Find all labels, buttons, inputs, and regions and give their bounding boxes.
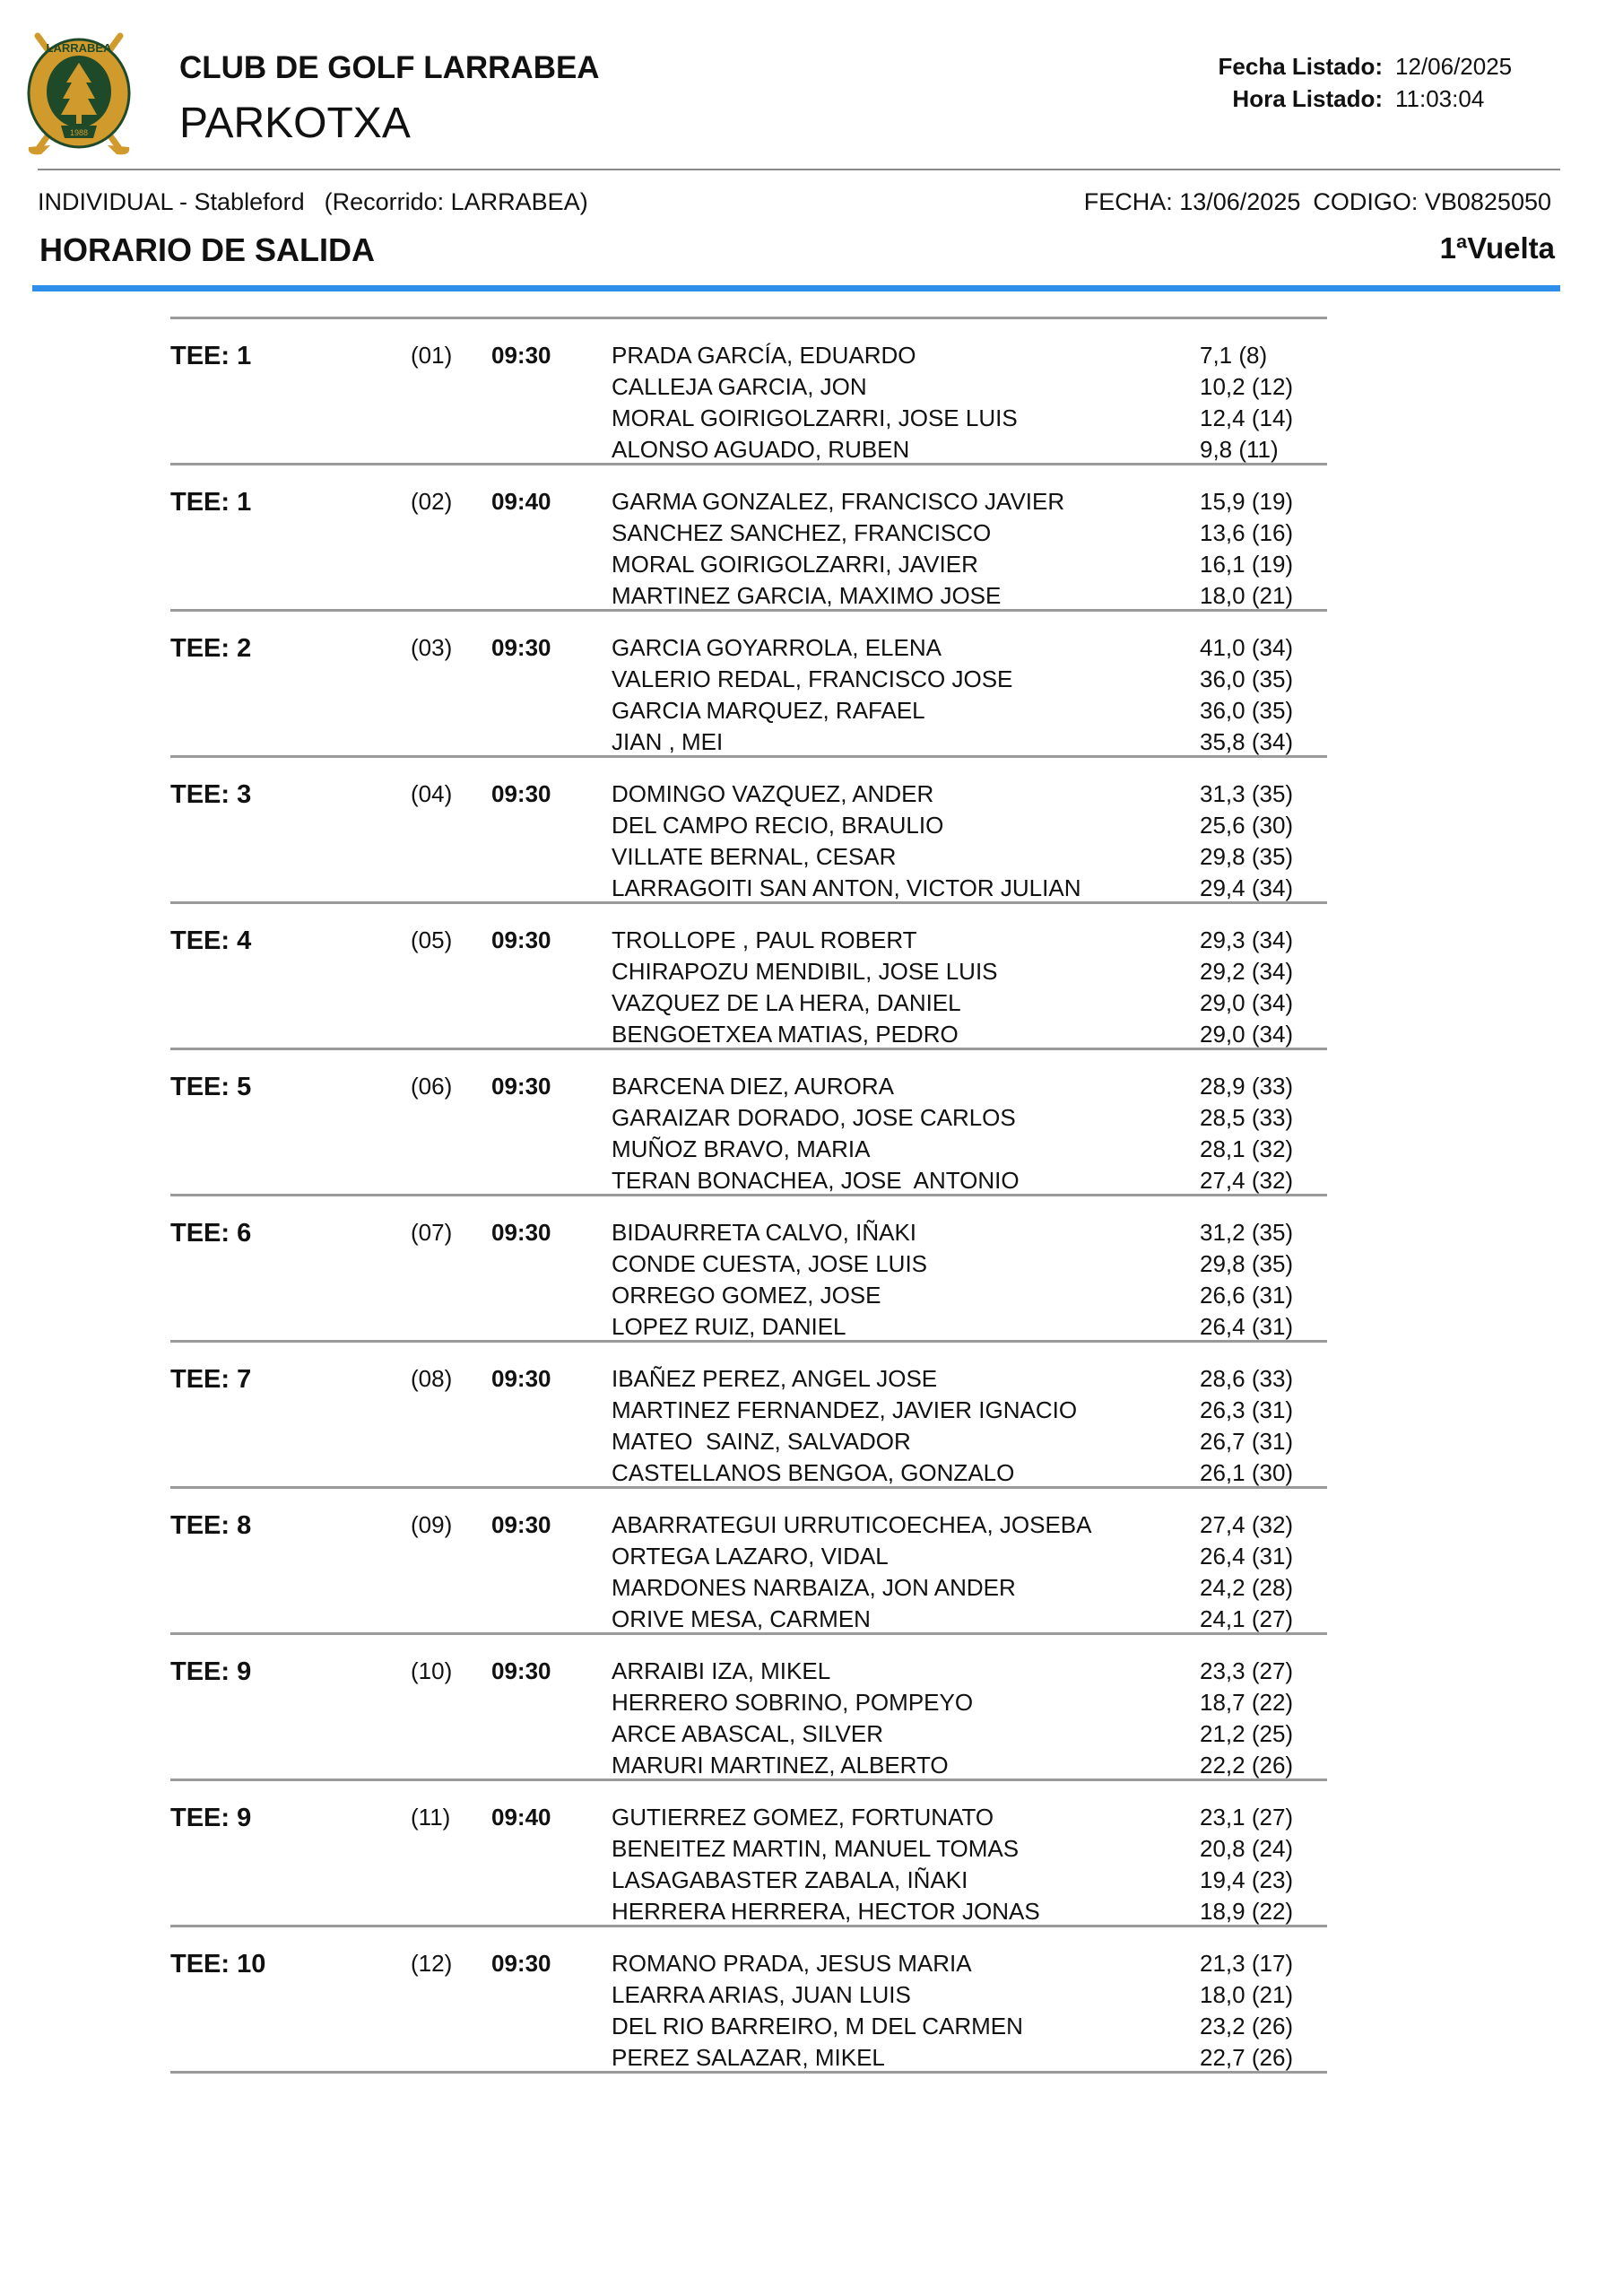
tee-time: 09:30 xyxy=(491,1950,551,1977)
player-handicap: 26,6 (31) xyxy=(1200,1282,1294,1309)
player-list xyxy=(612,1804,1329,1929)
tee-group xyxy=(170,609,1327,755)
player-handicap: 22,2 (26) xyxy=(1200,1752,1294,1779)
player-row xyxy=(612,488,1329,519)
player-handicap: 24,2 (28) xyxy=(1200,1574,1294,1601)
player-name: GARCIA MARQUEZ, RAFAEL xyxy=(612,697,925,724)
accent-divider xyxy=(32,285,1560,291)
player-row xyxy=(612,926,1329,958)
player-handicap: 27,4 (32) xyxy=(1200,1167,1294,1194)
round-label: 1ªVuelta xyxy=(1439,231,1555,265)
player-list xyxy=(612,1657,1329,1783)
tee-time: 09:40 xyxy=(491,488,551,515)
player-name: ORREGO GOMEZ, JOSE xyxy=(612,1282,881,1309)
player-row xyxy=(612,1804,1329,1835)
tee-label: TEE: 7 xyxy=(170,1365,252,1394)
player-handicap: 29,8 (35) xyxy=(1200,1250,1294,1277)
header-divider xyxy=(38,169,1560,170)
tee-time: 09:30 xyxy=(491,1073,551,1100)
tee-group xyxy=(170,1779,1327,1925)
group-number: (04) xyxy=(411,780,453,807)
player-row xyxy=(612,697,1329,728)
tee-label: TEE: 1 xyxy=(170,342,252,370)
logo-year: 1988 xyxy=(69,128,89,137)
player-row xyxy=(612,1543,1329,1574)
player-handicap: 26,4 (31) xyxy=(1200,1313,1294,1340)
player-row xyxy=(612,634,1329,665)
player-row xyxy=(612,1428,1329,1459)
tee-time: 09:30 xyxy=(491,1657,551,1684)
player-row xyxy=(612,342,1329,373)
tee-label: TEE: 1 xyxy=(170,488,252,517)
player-row xyxy=(612,373,1329,404)
player-name: PRADA GARCÍA, EDUARDO xyxy=(612,342,916,369)
player-name: ALONSO AGUADO, RUBEN xyxy=(612,436,910,463)
player-handicap: 18,9 (22) xyxy=(1200,1898,1294,1925)
player-handicap: 41,0 (34) xyxy=(1200,634,1294,661)
player-name: BARCENA DIEZ, AURORA xyxy=(612,1073,894,1100)
player-handicap: 25,6 (30) xyxy=(1200,812,1294,839)
player-name: CONDE CUESTA, JOSE LUIS xyxy=(612,1250,928,1277)
player-list xyxy=(612,1365,1329,1491)
player-row xyxy=(612,1866,1329,1898)
tee-time-list xyxy=(170,317,1327,2074)
player-handicap: 20,8 (24) xyxy=(1200,1835,1294,1862)
player-name: GUTIERREZ GOMEZ, FORTUNATO xyxy=(612,1804,994,1831)
player-list xyxy=(612,342,1329,467)
player-name: VALERIO REDAL, FRANCISCO JOSE xyxy=(612,665,1013,692)
player-list xyxy=(612,1511,1329,1637)
tee-time: 09:30 xyxy=(491,926,551,953)
player-handicap: 27,4 (32) xyxy=(1200,1511,1294,1538)
group-number: (10) xyxy=(411,1657,453,1684)
tee-time: 09:40 xyxy=(491,1804,551,1831)
player-row xyxy=(612,1365,1329,1396)
player-row xyxy=(612,1396,1329,1428)
player-name: BIDAURRETA CALVO, IÑAKI xyxy=(612,1219,917,1246)
event-date-code xyxy=(1084,188,1551,216)
player-row xyxy=(612,1657,1329,1689)
player-handicap: 29,0 (34) xyxy=(1200,1021,1294,1048)
player-row xyxy=(612,958,1329,989)
player-handicap: 29,2 (34) xyxy=(1200,958,1294,985)
player-handicap: 21,2 (25) xyxy=(1200,1720,1294,1747)
tee-time: 09:30 xyxy=(491,342,551,369)
hora-listado-label: Hora Listado: xyxy=(1232,85,1383,112)
group-number: (02) xyxy=(411,488,453,515)
player-name: ORIVE MESA, CARMEN xyxy=(612,1605,871,1632)
player-name: ABARRATEGUI URRUTICOECHEA, JOSEBA xyxy=(612,1511,1092,1538)
group-number: (11) xyxy=(411,1804,451,1831)
player-handicap: 26,1 (30) xyxy=(1200,1459,1294,1486)
player-name: TROLLOPE , PAUL ROBERT xyxy=(612,926,917,953)
club-logo-icon xyxy=(25,32,133,158)
tee-time: 09:30 xyxy=(491,1511,551,1538)
player-list xyxy=(612,780,1329,906)
player-row xyxy=(612,1835,1329,1866)
player-name: MUÑOZ BRAVO, MARIA xyxy=(612,1135,871,1162)
player-list xyxy=(612,488,1329,613)
tee-group xyxy=(170,1486,1327,1632)
player-handicap: 23,2 (26) xyxy=(1200,2013,1294,2039)
player-handicap: 26,4 (31) xyxy=(1200,1543,1294,1570)
course-name: (Recorrido: LARRABEA) xyxy=(324,188,588,215)
player-row xyxy=(612,404,1329,436)
tee-time: 09:30 xyxy=(491,634,551,661)
player-row xyxy=(612,1135,1329,1167)
player-handicap: 21,3 (17) xyxy=(1200,1950,1294,1977)
player-name: BENEITEZ MARTIN, MANUEL TOMAS xyxy=(612,1835,1020,1862)
player-row xyxy=(612,1950,1329,1981)
player-name: GARMA GONZALEZ, FRANCISCO JAVIER xyxy=(612,488,1065,515)
player-list xyxy=(612,926,1329,1052)
player-handicap: 7,1 (8) xyxy=(1200,342,1268,369)
competition-type: INDIVIDUAL - Stableford xyxy=(38,188,305,215)
fecha-listado-value: 12/06/2025 xyxy=(1395,53,1513,80)
player-handicap: 24,1 (27) xyxy=(1200,1605,1294,1632)
player-list xyxy=(612,1219,1329,1344)
player-handicap: 18,0 (21) xyxy=(1200,1981,1294,2008)
player-row xyxy=(612,1720,1329,1752)
player-row xyxy=(612,2044,1329,2075)
player-row xyxy=(612,519,1329,551)
player-name: GARAIZAR DORADO, JOSE CARLOS xyxy=(612,1104,1016,1131)
player-name: MARURI MARTINEZ, ALBERTO xyxy=(612,1752,949,1779)
player-name: ORTEGA LAZARO, VIDAL xyxy=(612,1543,889,1570)
player-name: MARDONES NARBAIZA, JON ANDER xyxy=(612,1574,1016,1601)
player-row xyxy=(612,1250,1329,1282)
player-handicap: 29,4 (34) xyxy=(1200,874,1294,901)
player-name: VAZQUEZ DE LA HERA, DANIEL xyxy=(612,989,961,1016)
player-name: ARRAIBI IZA, MIKEL xyxy=(612,1657,831,1684)
group-number: (05) xyxy=(411,926,453,953)
player-handicap: 12,4 (14) xyxy=(1200,404,1294,431)
tee-label: TEE: 6 xyxy=(170,1219,252,1248)
tee-label: TEE: 9 xyxy=(170,1804,252,1832)
player-handicap: 36,0 (35) xyxy=(1200,697,1294,724)
player-row xyxy=(612,1689,1329,1720)
player-list xyxy=(612,634,1329,760)
player-row xyxy=(612,1981,1329,2013)
player-name: DOMINGO VAZQUEZ, ANDER xyxy=(612,780,934,807)
player-handicap: 23,3 (27) xyxy=(1200,1657,1294,1684)
group-number: (06) xyxy=(411,1073,453,1100)
player-name: HERRERO SOBRINO, POMPEYO xyxy=(612,1689,974,1716)
player-name: CHIRAPOZU MENDIBIL, JOSE LUIS xyxy=(612,958,998,985)
tee-group xyxy=(170,755,1327,901)
player-handicap: 9,8 (11) xyxy=(1200,436,1279,463)
tee-group xyxy=(170,901,1327,1048)
player-name: LEARRA ARIAS, JUAN LUIS xyxy=(612,1981,911,2008)
player-name: TERAN BONACHEA, JOSE ANTONIO xyxy=(612,1167,1020,1194)
event-type xyxy=(38,188,588,216)
tee-group xyxy=(170,1194,1327,1340)
player-row xyxy=(612,1511,1329,1543)
player-name: DEL RIO BARREIRO, M DEL CARMEN xyxy=(612,2013,1023,2039)
player-handicap: 29,8 (35) xyxy=(1200,843,1294,870)
player-row xyxy=(612,812,1329,843)
tee-time: 09:30 xyxy=(491,780,551,807)
player-list xyxy=(612,1073,1329,1198)
player-row xyxy=(612,1574,1329,1605)
club-subtitle: PARKOTXA xyxy=(179,100,411,147)
tee-label: TEE: 4 xyxy=(170,926,252,955)
tee-label: TEE: 2 xyxy=(170,634,252,663)
player-handicap: 22,7 (26) xyxy=(1200,2044,1294,2071)
player-handicap: 19,4 (23) xyxy=(1200,1866,1294,1893)
player-handicap: 15,9 (19) xyxy=(1200,488,1294,515)
fecha-listado-label: Fecha Listado: xyxy=(1218,53,1383,80)
tee-label: TEE: 9 xyxy=(170,1657,252,1686)
section-title: HORARIO DE SALIDA xyxy=(39,231,376,268)
player-name: CALLEJA GARCIA, JON xyxy=(612,373,867,400)
player-row xyxy=(612,551,1329,582)
club-name: CLUB DE GOLF LARRABEA xyxy=(179,50,600,85)
player-name: LOPEZ RUIZ, DANIEL xyxy=(612,1313,846,1340)
player-name: MATEO SAINZ, SALVADOR xyxy=(612,1428,911,1455)
player-handicap: 23,1 (27) xyxy=(1200,1804,1294,1831)
event-date: FECHA: 13/06/2025 xyxy=(1083,188,1301,215)
player-name: ROMANO PRADA, JESUS MARIA xyxy=(612,1950,972,1977)
player-handicap: 28,5 (33) xyxy=(1200,1104,1294,1131)
player-name: MARTINEZ FERNANDEZ, JAVIER IGNACIO xyxy=(612,1396,1078,1423)
player-name: MARTINEZ GARCIA, MAXIMO JOSE xyxy=(612,582,1002,609)
player-name: IBAÑEZ PEREZ, ANGEL JOSE xyxy=(612,1365,938,1392)
player-handicap: 10,2 (12) xyxy=(1200,373,1294,400)
player-handicap: 36,0 (35) xyxy=(1200,665,1294,692)
player-row xyxy=(612,1104,1329,1135)
listing-meta xyxy=(1219,50,1533,115)
player-row xyxy=(612,665,1329,697)
player-handicap: 29,3 (34) xyxy=(1200,926,1294,953)
tee-time: 09:30 xyxy=(491,1365,551,1392)
player-name: CASTELLANOS BENGOA, GONZALO xyxy=(612,1459,1015,1486)
tee-group xyxy=(170,1925,1327,2074)
player-name: MORAL GOIRIGOLZARRI, JAVIER xyxy=(612,551,978,578)
tee-time: 09:30 xyxy=(491,1219,551,1246)
player-name: LARRAGOITI SAN ANTON, VICTOR JULIAN xyxy=(612,874,1081,901)
player-row xyxy=(612,1219,1329,1250)
player-row xyxy=(612,2013,1329,2044)
player-name: DEL CAMPO RECIO, BRAULIO xyxy=(612,812,944,839)
group-number: (12) xyxy=(411,1950,453,1977)
player-handicap: 31,2 (35) xyxy=(1200,1219,1294,1246)
player-list xyxy=(612,1950,1329,2075)
player-name: MORAL GOIRIGOLZARRI, JOSE LUIS xyxy=(612,404,1018,431)
player-handicap: 18,0 (21) xyxy=(1200,582,1294,609)
group-number: (01) xyxy=(411,342,453,369)
player-handicap: 26,7 (31) xyxy=(1200,1428,1294,1455)
player-name: LASAGABASTER ZABALA, IÑAKI xyxy=(612,1866,968,1893)
player-handicap: 28,9 (33) xyxy=(1200,1073,1294,1100)
player-handicap: 18,7 (22) xyxy=(1200,1689,1294,1716)
tee-group xyxy=(170,463,1327,609)
logo-text: LARRABEA xyxy=(46,41,112,55)
group-number: (09) xyxy=(411,1511,453,1538)
player-name: SANCHEZ SANCHEZ, FRANCISCO xyxy=(612,519,992,546)
player-handicap: 26,3 (31) xyxy=(1200,1396,1294,1423)
player-name: VILLATE BERNAL, CESAR xyxy=(612,843,897,870)
group-number: (03) xyxy=(411,634,453,661)
player-name: JIAN , MEI xyxy=(612,728,724,755)
player-name: GARCIA GOYARROLA, ELENA xyxy=(612,634,942,661)
player-name: HERRERA HERRERA, HECTOR JONAS xyxy=(612,1898,1040,1925)
tee-group xyxy=(170,317,1327,463)
player-handicap: 31,3 (35) xyxy=(1200,780,1294,807)
player-name: PEREZ SALAZAR, MIKEL xyxy=(612,2044,885,2071)
tee-label: TEE: 3 xyxy=(170,780,252,809)
player-name: BENGOETXEA MATIAS, PEDRO xyxy=(612,1021,959,1048)
player-handicap: 29,0 (34) xyxy=(1200,989,1294,1016)
player-row xyxy=(612,1073,1329,1104)
player-row xyxy=(612,843,1329,874)
player-handicap: 28,6 (33) xyxy=(1200,1365,1294,1392)
player-handicap: 13,6 (16) xyxy=(1200,519,1294,546)
player-handicap: 28,1 (32) xyxy=(1200,1135,1294,1162)
group-number: (07) xyxy=(411,1219,453,1246)
tee-label: TEE: 5 xyxy=(170,1073,252,1101)
tee-label: TEE: 8 xyxy=(170,1511,252,1540)
tee-group xyxy=(170,1632,1327,1779)
tee-label: TEE: 10 xyxy=(170,1950,266,1979)
event-code: CODIGO: VB0825050 xyxy=(1313,188,1551,215)
tee-group xyxy=(170,1340,1327,1486)
player-handicap: 35,8 (34) xyxy=(1200,728,1294,755)
tee-group xyxy=(170,1048,1327,1194)
player-name: ARCE ABASCAL, SILVER xyxy=(612,1720,883,1747)
player-row xyxy=(612,989,1329,1021)
player-row xyxy=(612,1282,1329,1313)
group-number: (08) xyxy=(411,1365,453,1392)
hora-listado-value: 11:03:04 xyxy=(1395,85,1485,112)
player-handicap: 16,1 (19) xyxy=(1200,551,1294,578)
player-row xyxy=(612,780,1329,812)
